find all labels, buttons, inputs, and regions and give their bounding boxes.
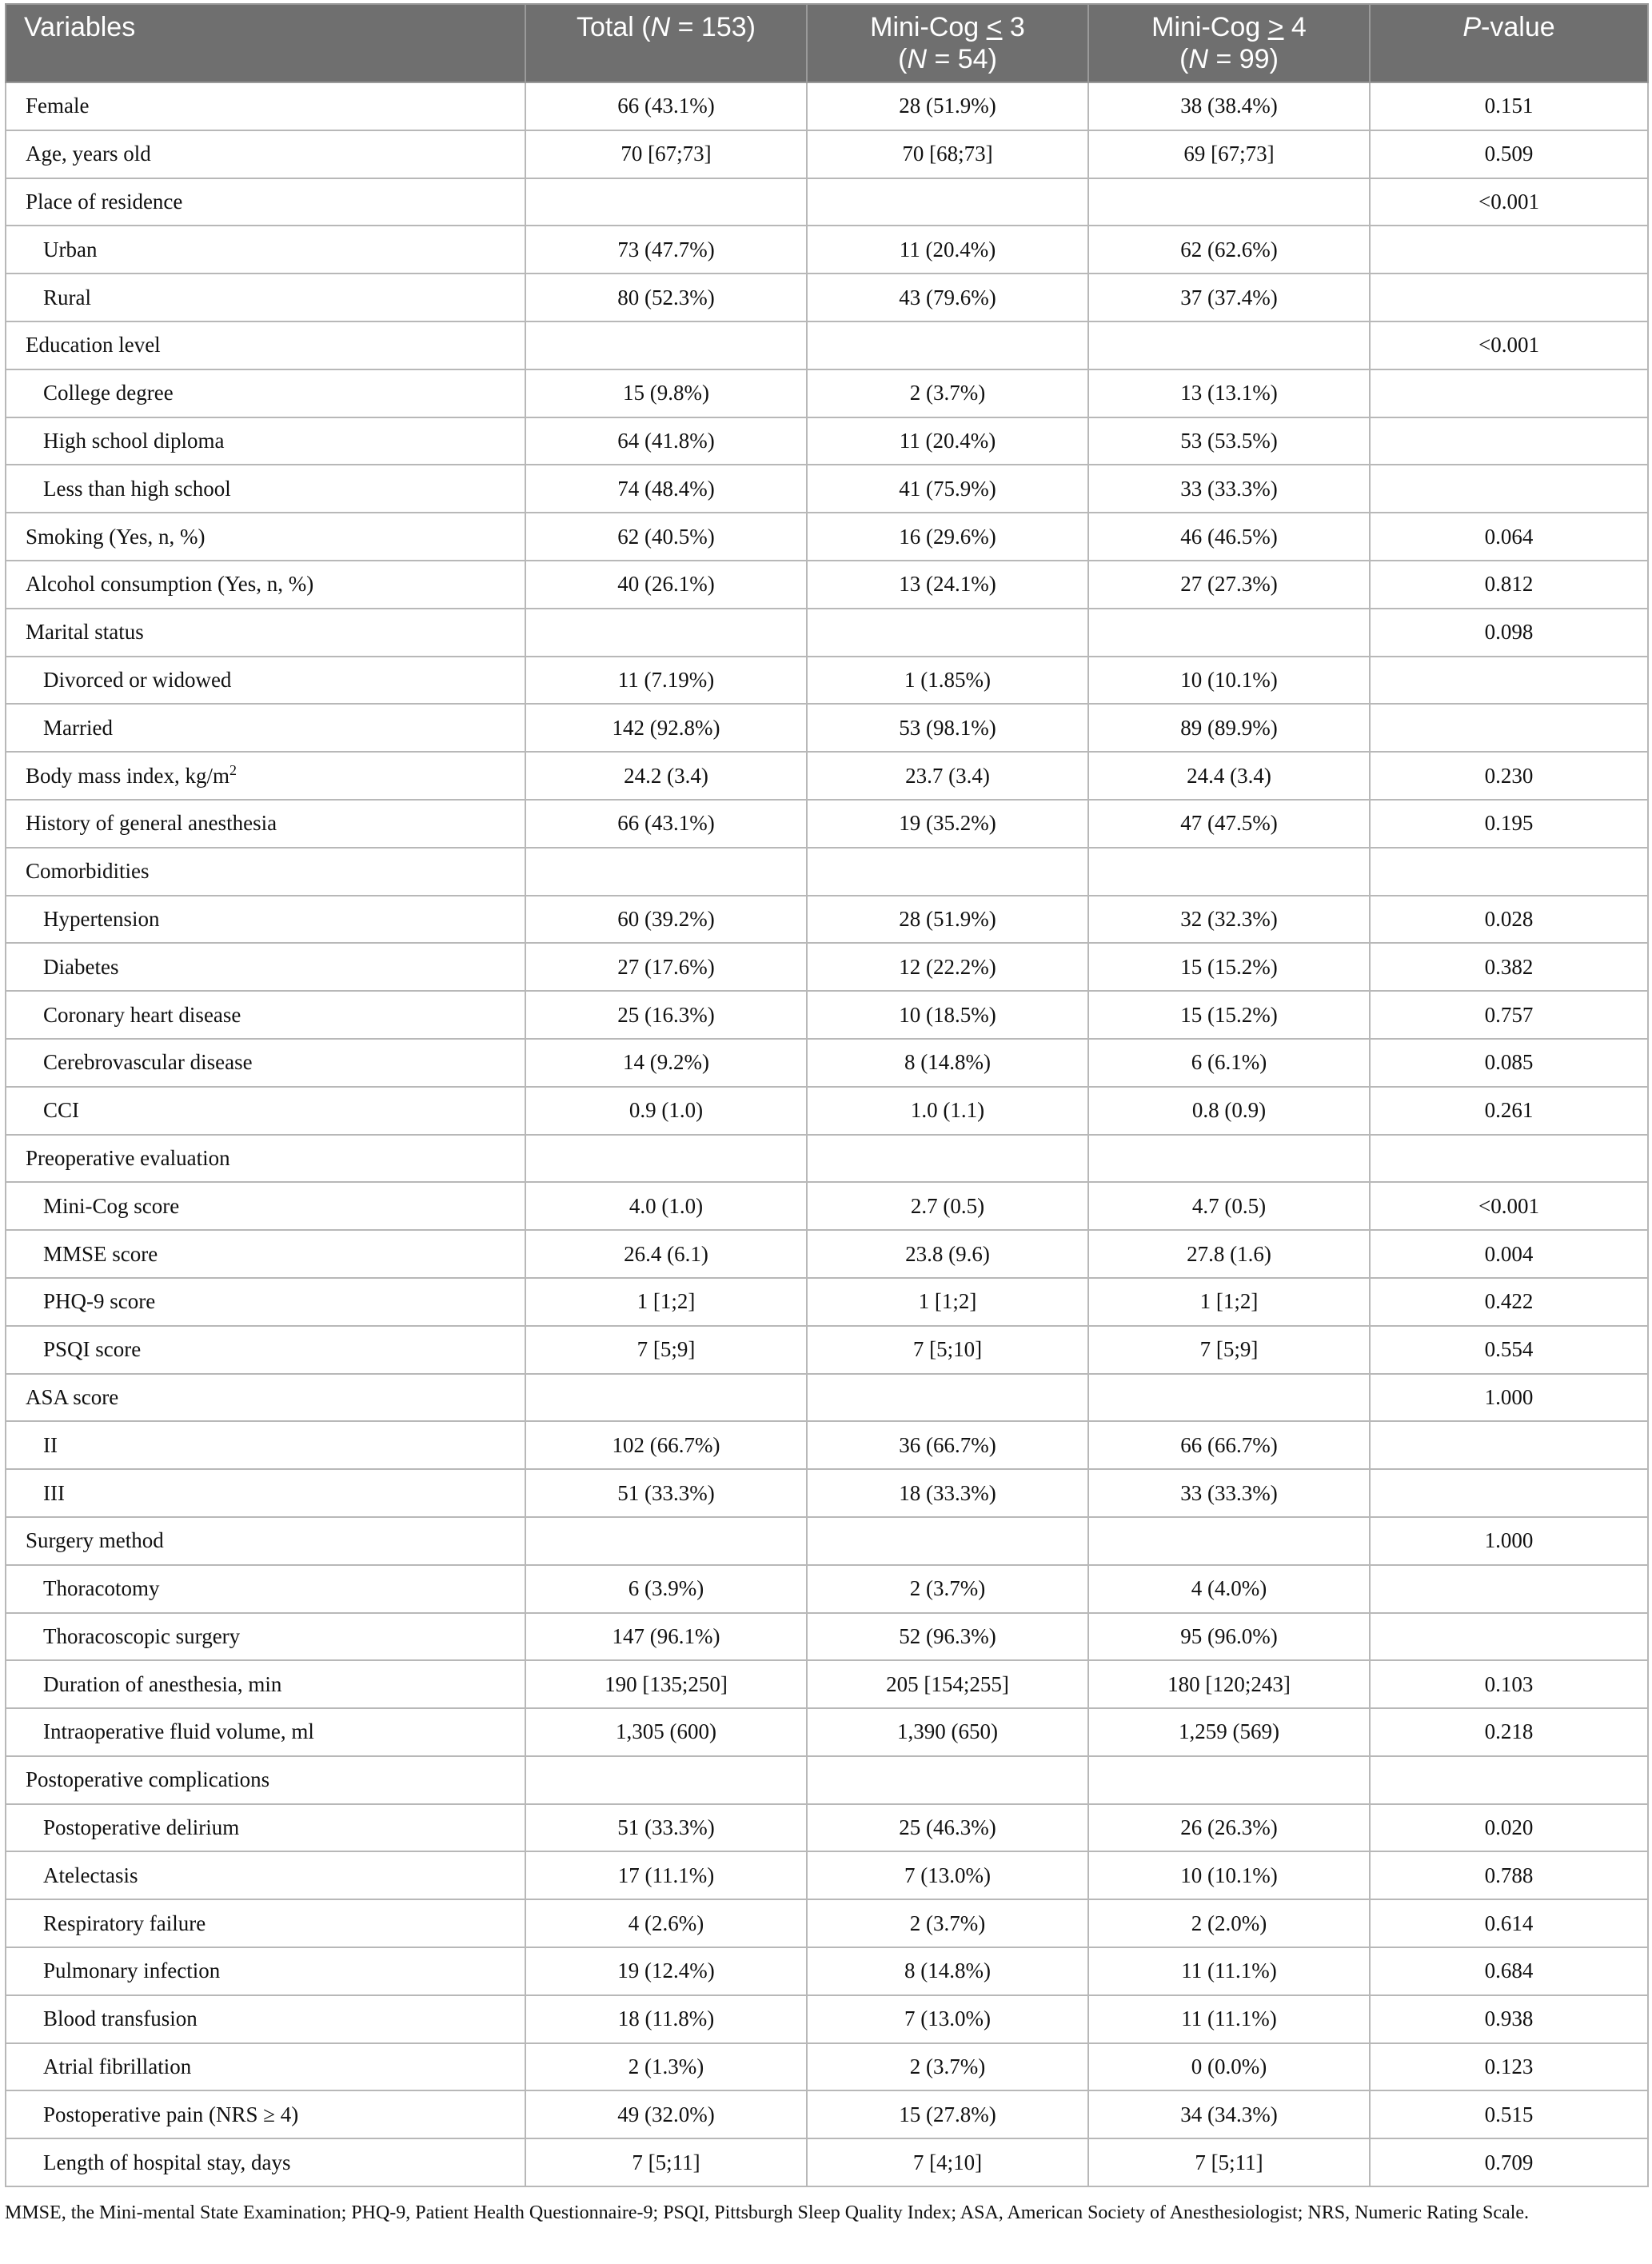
cell-total: 1,305 (600) xyxy=(525,1708,807,1756)
table-row xyxy=(6,752,1648,800)
row-label: Comorbidities xyxy=(6,848,525,896)
cell-low: 7 (13.0%) xyxy=(807,1995,1088,2043)
cell-low: 1 [1;2] xyxy=(807,1278,1088,1326)
cell-low: 36 (66.7%) xyxy=(807,1421,1088,1469)
cell-low: 13 (24.1%) xyxy=(807,561,1088,609)
row-label: Cerebrovascular disease xyxy=(6,1039,525,1087)
table-row xyxy=(6,226,1648,274)
table-row xyxy=(6,417,1648,465)
row-label: Thoracotomy xyxy=(6,1565,525,1613)
cell-p: 0.261 xyxy=(1370,1087,1648,1135)
cell-p xyxy=(1370,704,1648,752)
cell-p: 0.218 xyxy=(1370,1708,1648,1756)
cell-low: 1.0 (1.1) xyxy=(807,1087,1088,1135)
row-label: Coronary heart disease xyxy=(6,991,525,1039)
cell-low xyxy=(807,1135,1088,1183)
cell-total: 14 (9.2%) xyxy=(525,1039,807,1087)
table-row xyxy=(6,1995,1648,2043)
table-row xyxy=(6,609,1648,657)
cell-p: 0.684 xyxy=(1370,1947,1648,1995)
cell-high: 0 (0.0%) xyxy=(1088,2043,1370,2091)
cell-total: 66 (43.1%) xyxy=(525,82,807,130)
cell-total: 7 [5;11] xyxy=(525,2138,807,2186)
row-label: Respiratory failure xyxy=(6,1899,525,1947)
row-label: III xyxy=(6,1469,525,1517)
cell-p: 0.230 xyxy=(1370,752,1648,800)
cell-total: 51 (33.3%) xyxy=(525,1804,807,1852)
row-label: Postoperative complications xyxy=(6,1756,525,1804)
row-label: Age, years old xyxy=(6,130,525,178)
table-row xyxy=(6,82,1648,130)
row-label: Hypertension xyxy=(6,896,525,944)
row-label: PSQI score xyxy=(6,1326,525,1374)
cell-total: 70 [67;73] xyxy=(525,130,807,178)
cell-p: 0.938 xyxy=(1370,1995,1648,2043)
row-label: Postoperative pain (NRS ≥ 4) xyxy=(6,2090,525,2138)
cell-high: 180 [120;243] xyxy=(1088,1660,1370,1708)
cell-p: 0.382 xyxy=(1370,943,1648,991)
row-label: Place of residence xyxy=(6,178,525,226)
row-label: Blood transfusion xyxy=(6,1995,525,2043)
table-row xyxy=(6,1278,1648,1326)
cell-p: 0.123 xyxy=(1370,2043,1648,2091)
cell-p xyxy=(1370,1756,1648,1804)
table-row xyxy=(6,1947,1648,1995)
table-row xyxy=(6,2043,1648,2091)
cell-low xyxy=(807,1517,1088,1565)
cell-low: 1,390 (650) xyxy=(807,1708,1088,1756)
cell-total: 73 (47.7%) xyxy=(525,226,807,274)
cell-low: 11 (20.4%) xyxy=(807,417,1088,465)
cell-high xyxy=(1088,848,1370,896)
cell-p: 0.554 xyxy=(1370,1326,1648,1374)
row-label: Urban xyxy=(6,226,525,274)
cell-high: 13 (13.1%) xyxy=(1088,369,1370,417)
cell-high: 38 (38.4%) xyxy=(1088,82,1370,130)
cell-low: 8 (14.8%) xyxy=(807,1947,1088,1995)
cell-p: 0.020 xyxy=(1370,1804,1648,1852)
table-row xyxy=(6,1708,1648,1756)
cell-total: 60 (39.2%) xyxy=(525,896,807,944)
cell-high xyxy=(1088,1135,1370,1183)
table-row xyxy=(6,657,1648,705)
table-row xyxy=(6,943,1648,991)
cell-low: 25 (46.3%) xyxy=(807,1804,1088,1852)
cell-total: 62 (40.5%) xyxy=(525,513,807,561)
cell-low: 2 (3.7%) xyxy=(807,369,1088,417)
cell-low xyxy=(807,178,1088,226)
table-body xyxy=(6,82,1648,2186)
cell-total xyxy=(525,321,807,369)
cell-low: 2.7 (0.5) xyxy=(807,1182,1088,1230)
cell-high: 32 (32.3%) xyxy=(1088,896,1370,944)
row-label: Smoking (Yes, n, %) xyxy=(6,513,525,561)
header-p-value: P-value xyxy=(1370,4,1648,82)
cell-low: 7 (13.0%) xyxy=(807,1851,1088,1899)
cell-p xyxy=(1370,1421,1648,1469)
cell-high: 15 (15.2%) xyxy=(1088,991,1370,1039)
cell-p xyxy=(1370,226,1648,274)
cell-p xyxy=(1370,848,1648,896)
cell-high xyxy=(1088,321,1370,369)
cell-low: 7 [4;10] xyxy=(807,2138,1088,2186)
row-label: Atrial fibrillation xyxy=(6,2043,525,2091)
row-label: Surgery method xyxy=(6,1517,525,1565)
cell-total: 24.2 (3.4) xyxy=(525,752,807,800)
table-row xyxy=(6,130,1648,178)
cell-p: 0.195 xyxy=(1370,800,1648,848)
cell-total: 190 [135;250] xyxy=(525,1660,807,1708)
cell-low: 2 (3.7%) xyxy=(807,2043,1088,2091)
row-label: History of general anesthesia xyxy=(6,800,525,848)
cell-low: 43 (79.6%) xyxy=(807,274,1088,321)
table-row xyxy=(6,1756,1648,1804)
table-row xyxy=(6,2138,1648,2186)
cell-high: 66 (66.7%) xyxy=(1088,1421,1370,1469)
cell-total: 4 (2.6%) xyxy=(525,1899,807,1947)
cell-high: 4.7 (0.5) xyxy=(1088,1182,1370,1230)
cell-p: 0.422 xyxy=(1370,1278,1648,1326)
cell-total xyxy=(525,1135,807,1183)
table-row xyxy=(6,1326,1648,1374)
row-label: MMSE score xyxy=(6,1230,525,1278)
table-row xyxy=(6,1039,1648,1087)
cell-low: 2 (3.7%) xyxy=(807,1899,1088,1947)
cell-high xyxy=(1088,1756,1370,1804)
cell-p xyxy=(1370,465,1648,513)
cell-low: 53 (98.1%) xyxy=(807,704,1088,752)
row-label: Duration of anesthesia, min xyxy=(6,1660,525,1708)
cell-total: 26.4 (6.1) xyxy=(525,1230,807,1278)
cell-high: 10 (10.1%) xyxy=(1088,657,1370,705)
cell-total xyxy=(525,609,807,657)
row-label: Preoperative evaluation xyxy=(6,1135,525,1183)
results-table xyxy=(5,3,1649,2187)
table-row xyxy=(6,1517,1648,1565)
cell-low: 28 (51.9%) xyxy=(807,82,1088,130)
row-label: Length of hospital stay, days xyxy=(6,2138,525,2186)
table-row xyxy=(6,1613,1648,1661)
cell-total: 40 (26.1%) xyxy=(525,561,807,609)
cell-total: 49 (32.0%) xyxy=(525,2090,807,2138)
cell-low: 23.8 (9.6) xyxy=(807,1230,1088,1278)
cell-p xyxy=(1370,1613,1648,1661)
cell-p: <0.001 xyxy=(1370,1182,1648,1230)
cell-high: 27 (27.3%) xyxy=(1088,561,1370,609)
cell-total: 74 (48.4%) xyxy=(525,465,807,513)
cell-total: 18 (11.8%) xyxy=(525,1995,807,2043)
cell-p: 0.151 xyxy=(1370,82,1648,130)
row-label: Postoperative delirium xyxy=(6,1804,525,1852)
cell-high: 10 (10.1%) xyxy=(1088,1851,1370,1899)
table-row xyxy=(6,1469,1648,1517)
cell-p xyxy=(1370,417,1648,465)
row-label: Less than high school xyxy=(6,465,525,513)
cell-p xyxy=(1370,1565,1648,1613)
cell-p: 0.709 xyxy=(1370,2138,1648,2186)
cell-high: 95 (96.0%) xyxy=(1088,1613,1370,1661)
cell-total: 11 (7.19%) xyxy=(525,657,807,705)
table-row xyxy=(6,800,1648,848)
cell-high: 1,259 (569) xyxy=(1088,1708,1370,1756)
cell-high: 47 (47.5%) xyxy=(1088,800,1370,848)
row-label: Alcohol consumption (Yes, n, %) xyxy=(6,561,525,609)
cell-total: 102 (66.7%) xyxy=(525,1421,807,1469)
cell-low: 8 (14.8%) xyxy=(807,1039,1088,1087)
cell-p: 0.103 xyxy=(1370,1660,1648,1708)
row-label: Intraoperative fluid volume, ml xyxy=(6,1708,525,1756)
cell-low: 41 (75.9%) xyxy=(807,465,1088,513)
cell-high: 24.4 (3.4) xyxy=(1088,752,1370,800)
cell-total: 6 (3.9%) xyxy=(525,1565,807,1613)
row-label: Divorced or widowed xyxy=(6,657,525,705)
table-row xyxy=(6,513,1648,561)
cell-low: 7 [5;10] xyxy=(807,1326,1088,1374)
row-label: II xyxy=(6,1421,525,1469)
cell-total: 17 (11.1%) xyxy=(525,1851,807,1899)
cell-total: 25 (16.3%) xyxy=(525,991,807,1039)
row-label: College degree xyxy=(6,369,525,417)
cell-p: 0.614 xyxy=(1370,1899,1648,1947)
cell-low: 16 (29.6%) xyxy=(807,513,1088,561)
cell-low: 11 (20.4%) xyxy=(807,226,1088,274)
cell-high: 89 (89.9%) xyxy=(1088,704,1370,752)
row-label: Atelectasis xyxy=(6,1851,525,1899)
cell-high: 2 (2.0%) xyxy=(1088,1899,1370,1947)
cell-high: 6 (6.1%) xyxy=(1088,1039,1370,1087)
cell-total xyxy=(525,848,807,896)
cell-p xyxy=(1370,274,1648,321)
table-container xyxy=(5,3,1647,2226)
table-row xyxy=(6,1899,1648,1947)
cell-total: 147 (96.1%) xyxy=(525,1613,807,1661)
cell-high: 34 (34.3%) xyxy=(1088,2090,1370,2138)
cell-high xyxy=(1088,178,1370,226)
cell-low xyxy=(807,848,1088,896)
cell-high: 26 (26.3%) xyxy=(1088,1804,1370,1852)
cell-total: 19 (12.4%) xyxy=(525,1947,807,1995)
cell-high: 69 [67;73] xyxy=(1088,130,1370,178)
cell-high: 33 (33.3%) xyxy=(1088,465,1370,513)
cell-high: 0.8 (0.9) xyxy=(1088,1087,1370,1135)
cell-p: 0.788 xyxy=(1370,1851,1648,1899)
cell-low: 2 (3.7%) xyxy=(807,1565,1088,1613)
cell-low: 19 (35.2%) xyxy=(807,800,1088,848)
table-row xyxy=(6,848,1648,896)
table-row xyxy=(6,1660,1648,1708)
cell-total xyxy=(525,1517,807,1565)
cell-low: 70 [68;73] xyxy=(807,130,1088,178)
cell-high xyxy=(1088,1374,1370,1422)
table-row xyxy=(6,1804,1648,1852)
table-row xyxy=(6,1230,1648,1278)
cell-p: <0.001 xyxy=(1370,178,1648,226)
row-label: Married xyxy=(6,704,525,752)
cell-high: 15 (15.2%) xyxy=(1088,943,1370,991)
cell-high: 11 (11.1%) xyxy=(1088,1947,1370,1995)
cell-total: 0.9 (1.0) xyxy=(525,1087,807,1135)
row-label: Rural xyxy=(6,274,525,321)
cell-low: 10 (18.5%) xyxy=(807,991,1088,1039)
table-header-row xyxy=(6,4,1648,82)
cell-p xyxy=(1370,657,1648,705)
table-row xyxy=(6,178,1648,226)
table-row xyxy=(6,1851,1648,1899)
row-label: Body mass index, $kg/m^2$ xyxy=(6,752,525,800)
cell-p xyxy=(1370,1469,1648,1517)
cell-total: 66 (43.1%) xyxy=(525,800,807,848)
cell-high: 62 (62.6%) xyxy=(1088,226,1370,274)
table-row xyxy=(6,1374,1648,1422)
cell-low xyxy=(807,1374,1088,1422)
cell-total: 80 (52.3%) xyxy=(525,274,807,321)
table-row xyxy=(6,369,1648,417)
cell-low xyxy=(807,321,1088,369)
cell-high: 1 [1;2] xyxy=(1088,1278,1370,1326)
cell-high: 27.8 (1.6) xyxy=(1088,1230,1370,1278)
cell-total: 27 (17.6%) xyxy=(525,943,807,991)
row-label: ASA score xyxy=(6,1374,525,1422)
cell-p: 0.515 xyxy=(1370,2090,1648,2138)
cell-total: 4.0 (1.0) xyxy=(525,1182,807,1230)
cell-high: 4 (4.0%) xyxy=(1088,1565,1370,1613)
cell-p: 0.098 xyxy=(1370,609,1648,657)
row-label: Mini-Cog score xyxy=(6,1182,525,1230)
cell-total: 51 (33.3%) xyxy=(525,1469,807,1517)
cell-low: 1 (1.85%) xyxy=(807,657,1088,705)
cell-p: 0.064 xyxy=(1370,513,1648,561)
cell-total xyxy=(525,1756,807,1804)
table-row xyxy=(6,465,1648,513)
cell-high: 53 (53.5%) xyxy=(1088,417,1370,465)
table-row xyxy=(6,321,1648,369)
cell-high: 33 (33.3%) xyxy=(1088,1469,1370,1517)
row-label: Pulmonary infection xyxy=(6,1947,525,1995)
cell-high: 11 (11.1%) xyxy=(1088,1995,1370,2043)
cell-high: 7 [5;11] xyxy=(1088,2138,1370,2186)
row-label: CCI xyxy=(6,1087,525,1135)
cell-high: 46 (46.5%) xyxy=(1088,513,1370,561)
cell-p: 0.028 xyxy=(1370,896,1648,944)
cell-high: 7 [5;9] xyxy=(1088,1326,1370,1374)
table-row xyxy=(6,1135,1648,1183)
table-footnote: MMSE, the Mini-mental State Examination; PHQ-9, Patient Health Questionnaire-9; PSQI, Pittsburgh Sleep Quality Index; ASA, American Society of Anesthesiologist; NRS, Numeric Rating Scale. xyxy=(5,2202,1530,2224)
cell-p: 1.000 xyxy=(1370,1517,1648,1565)
table-row xyxy=(6,1421,1648,1469)
cell-low xyxy=(807,1756,1088,1804)
cell-p: 0.085 xyxy=(1370,1039,1648,1087)
cell-total: 1 [1;2] xyxy=(525,1278,807,1326)
row-label: Education level xyxy=(6,321,525,369)
cell-total xyxy=(525,1374,807,1422)
row-label: Diabetes xyxy=(6,943,525,991)
cell-total: 142 (92.8%) xyxy=(525,704,807,752)
table-row xyxy=(6,2090,1648,2138)
cell-total xyxy=(525,178,807,226)
cell-low: 18 (33.3%) xyxy=(807,1469,1088,1517)
cell-p: <0.001 xyxy=(1370,321,1648,369)
header-minicog-low: Mini-Cog < 3 (N = 54) xyxy=(807,4,1088,82)
cell-low xyxy=(807,609,1088,657)
table-row xyxy=(6,991,1648,1039)
table-row xyxy=(6,274,1648,321)
cell-p: 0.004 xyxy=(1370,1230,1648,1278)
table-row xyxy=(6,1182,1648,1230)
cell-p: 0.509 xyxy=(1370,130,1648,178)
cell-low: 15 (27.8%) xyxy=(807,2090,1088,2138)
cell-p: 0.757 xyxy=(1370,991,1648,1039)
cell-p: 1.000 xyxy=(1370,1374,1648,1422)
header-variables: Variables xyxy=(6,4,525,82)
cell-low: 52 (96.3%) xyxy=(807,1613,1088,1661)
row-label: Marital status xyxy=(6,609,525,657)
cell-high xyxy=(1088,609,1370,657)
table-row xyxy=(6,896,1648,944)
table-row xyxy=(6,561,1648,609)
table-row xyxy=(6,1087,1648,1135)
row-label: High school diploma xyxy=(6,417,525,465)
row-label: Thoracoscopic surgery xyxy=(6,1613,525,1661)
cell-total: 64 (41.8%) xyxy=(525,417,807,465)
cell-low: 28 (51.9%) xyxy=(807,896,1088,944)
cell-low: 205 [154;255] xyxy=(807,1660,1088,1708)
cell-low: 12 (22.2%) xyxy=(807,943,1088,991)
header-total: Total (N = 153) xyxy=(525,4,807,82)
cell-total: 2 (1.3%) xyxy=(525,2043,807,2091)
cell-total: 7 [5;9] xyxy=(525,1326,807,1374)
cell-p xyxy=(1370,369,1648,417)
row-label: Female xyxy=(6,82,525,130)
cell-low: 23.7 (3.4) xyxy=(807,752,1088,800)
cell-high xyxy=(1088,1517,1370,1565)
cell-p: 0.812 xyxy=(1370,561,1648,609)
header-minicog-high: Mini-Cog > 4 (N = 99) xyxy=(1088,4,1370,82)
cell-high: 37 (37.4%) xyxy=(1088,274,1370,321)
row-label: PHQ-9 score xyxy=(6,1278,525,1326)
table-row xyxy=(6,704,1648,752)
table-row xyxy=(6,1565,1648,1613)
cell-total: 15 (9.8%) xyxy=(525,369,807,417)
cell-p xyxy=(1370,1135,1648,1183)
